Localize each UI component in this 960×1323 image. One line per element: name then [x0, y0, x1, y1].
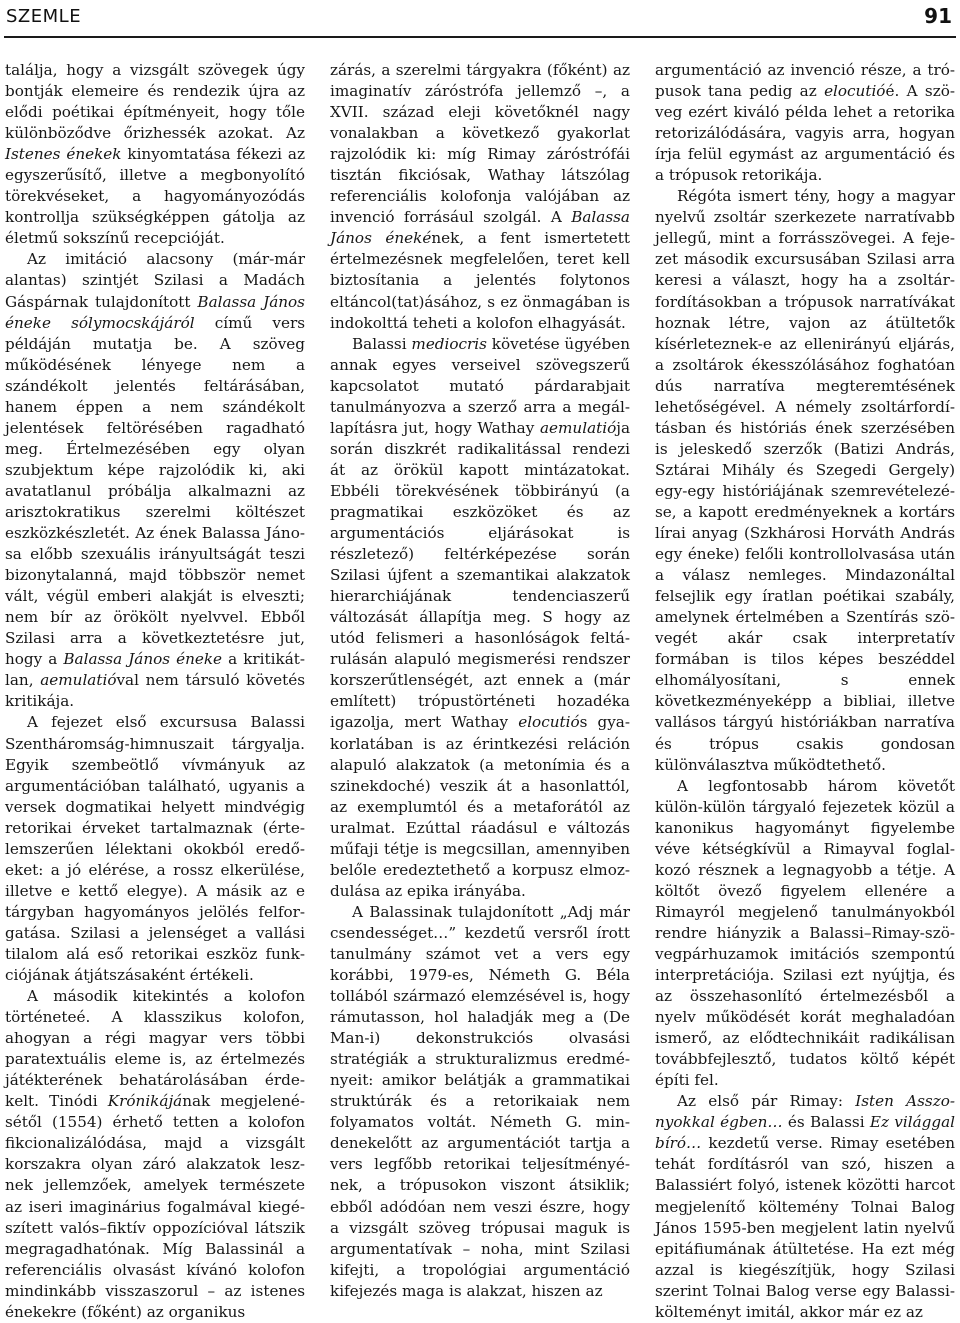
paragraph: [330, 60, 630, 334]
page-number: 91: [924, 4, 952, 28]
text-run: Az első pár Rimay:: [677, 1092, 856, 1111]
italic-run: mediocris: [411, 334, 487, 353]
text-run: zárás, a szerelmi tárgyakra (főként) az imaginatív záróstrófa jellemző –, a XVII. század eleji követőknél nagy vonalakban a következő gyakorlat rajzolódik ki: míg Rimay záróstrófái tisztán fikciósak, Wathay látszólag referenciális kolofonja valójában az invenció forrásául szolgál. A: [330, 61, 630, 227]
paragraph: [5, 60, 305, 249]
text-column-2: [330, 60, 631, 1300]
journal-title: SZEMLE: [6, 6, 82, 27]
text-run: ja során diszkrét radikalitással rendezi át az örökül kapott mintázatokat. Ebbéli törekvésének többirányú (a pragmatikai eszközöket és az argumentációs eljárásokat is részletező) feltérképezése során Szilasi újfent a szemantikai alakzatok hierarchiájának tendenciaszerű változását állapítja meg. S hogy az utód felismeri a hasonlóságok feltárulásán alapuló megismerési rendszer korszerűtlenségét, azt ennek a (már említett) trópustörténeti hozadéka igazolja, mert Wathay: [330, 418, 630, 732]
italic-run: Balassa János éneke sólymocskájáról: [5, 292, 305, 332]
italic-run: aemulatió: [539, 418, 617, 437]
text-run: kinyomtatása fékezi az egyszerűsítő, illetve a megbonyolító törekvéseket, a hagyományozódás kontrollja szükségképpen gátolja az életmű sokszínű recepcióját.: [5, 145, 305, 248]
text-run: A második kitekintés a kolofon történeteé. A klasszikus kolofon, ahogyan a régi magyar vers többi paratextuális eleme is, az értelmezés játékterének behatárolásában érdekelt. Tinódi: [5, 987, 305, 1111]
italic-run: elocutió: [518, 713, 580, 732]
text-run: kezdetű verse. Rimay esetében tehát fordításról van szó, hiszen a Balassiért folyó, istenek közötti harcot megjelenítő költemény Tolnai Balog János 1595-ben megjelent latin nyelvű epitáfiumának átültetése. Ha ezt még azzal is kiegészítjük, hogy Szilasi szerint Tolnai Balog verse egy Balassi-költeményt imitál, akkor már ez az: [655, 1134, 955, 1321]
text-run: A fejezet első excursusa Balassi Szentháromság-himnuszait tárgyalja. Egyik szembeötlő vívmányuk az argumentációban található, ugyanis a versek dogmatikai helyett mindvégig retorikai érveket tartalmaznak (értelemszerűen lélektani okokból eredőeket: a jó elérése, a rossz elkerülése, illetve e kettő elegye). A másik az e tárgyban hagyományos jelölés felforgatása. Szilasi a jelenséget a vallási tilalom alá eső retorikai eszköz funkciójának átjátszásaként értékeli.: [5, 713, 305, 985]
text-run: és Balassi: [782, 1113, 870, 1132]
paragraph: [330, 902, 630, 1302]
italic-run: Balassa János éneké: [330, 208, 630, 248]
italic-run: aemulatió: [40, 671, 117, 690]
paragraph: [655, 1091, 955, 1323]
italic-run: Isten Asszonyokkal égben…: [655, 1092, 955, 1132]
text-run: című vers példáján mutatja be. A szöveg működésének lényege nem a szándékolt jelentés feltárásában, hanem éppen a nem szándékolt jelentések feltörésében ragadható meg. Értelmezésében egy olyan szubjektum képe rajzolódik ki, aki avatatlanul próbálja alkalmazni az arisztokratikus szerelmi költészet eszközkészletét. Az ének Balassa Jánosa előbb szexuális irányultságát teszi bizonytalanná, majd többször nemet vált, végül emberi alakját is elveszti; nem bír az örökölt nyelvvel. Ebből Szilasi arra a következtetésre jut, hogy a: [5, 313, 305, 669]
paragraph: [5, 986, 305, 1323]
text-run: A Balassinak tulajdonított „Adj már csendességet…” kezdetű versről írott tanulmány számot vet a vers egy korábbi, 1979-es, Németh G. Béla tollából származó elemzésével is, hogy rámutasson, hol haladják meg a (De Man-i) dekonstrukciós olvasási stratégiák a strukturalizmus eredményeit: amikor belátják a grammatikai struktúrák és a retorikaiak nem folyamatos voltát. Németh G. mindenekelőtt az argumentációt tartja a vers legfőbb retorikai teljesítményének, a trópusokon viszont átsiklik; ebből adódóan nem veszi észre, hogy a vizsgált szöveg trópusai maguk is argumentatívak – noha, mint Szilasi kifejti, a tropológiai argumentáció kifejezés maga is alakzat, hiszen az: [330, 902, 630, 1300]
text-column-3: [655, 60, 956, 1321]
paragraph: [655, 186, 955, 775]
paragraph: [330, 334, 630, 902]
italic-run: Ez világgal bíró…: [655, 1113, 956, 1153]
text-run: val nem társuló követés kritikája.: [5, 671, 305, 711]
italic-run: Krónikájá: [107, 1092, 183, 1111]
paragraph: [5, 249, 305, 712]
page-header: [4, 0, 956, 38]
paragraph: [655, 776, 955, 1092]
text-run: Régóta ismert tény, hogy a magyar nyelvű zsoltár szerkezete narratívabb jellegű, mint a forrásszövegei. A fejezet második excursusában Szilasi arra keresi a választ, hogy ha a zsoltárfordításokban a trópusok narratívákat hoznak létre, vajon az átültetők kísérleteznek-e az ellenirányú eljárás, a zsoltárok ékesszólásához foghatóan dús narratíva megteremtésének lehetőségével. A némely zsoltárfordításban és históriás ének szerzésében is jeleskedő szerzők (Batizi András, Sztárai Mihály és Szegedi Gergely) egy-egy históriájának szemrevételezése, a kapott eredményeknek a kortárs lírai anyag (Szkhárosi Horváth András egy éneke) felőli kontrollolvasása után a válasz nemleges. Mindazonáltal felsejlik egy íratlan poétikai szabály, amelynek értelmében a Szentírás szövegét akár csak interpretatív formában is tilos képes beszéddel elhomályosítani, s ennek következményeképp a bibliai, illetve vallásos tárgyú históriákban narratíva és trópus csakis gondosan különválasztva működtethető.: [655, 187, 955, 774]
text-run: argumentáció az invenció része, a trópusok tana pedig az: [655, 61, 955, 101]
italic-run: Balassa János éneke: [63, 650, 223, 669]
text-run: Az imitáció alacsony (már-már alantas) szintjét Szilasi a Madách Gáspárnak tulajdonított: [5, 250, 305, 311]
text-run: találja, hogy a vizsgált szövegek úgy bontják elemeire és rendezik újra az elődi poétikai építményeit, hogy tőle különböződve őrizhessék azokat. Az: [5, 61, 305, 143]
text-run: a kritikátlan,: [5, 650, 305, 690]
text-run: é. A szöveg ezért kiváló példa lehet a retorika retorizálódására, vagyis arra, hogyan írja felül egymást az argumentáció és a trópusok retorikája.: [655, 82, 955, 185]
paragraph: [655, 60, 955, 186]
text-run: s gyakorlatában is az érintkezési reláción alapuló alakzatok (a metonímia és a szinekdoché) veszik át a hasonlattól, az exemplumtól és a metaforától az uralmat. Ezúttal ráadásul e változás műfaji tétje is megcsillan, amennyiben belőle eredeztethető a korpusz elmozdulása az epika irányába.: [330, 713, 631, 900]
text-run: követése ügyében annak egyes verseivel szövegszerű kapcsolatot mutató párdarabjait tanulmányozva a szerző arra a megállapításra jut, hogy Wathay: [330, 334, 630, 437]
text-run: Balassi: [352, 334, 412, 353]
text-run: nek, a fent ismertetett értelmezésnek megfelelően, teret kell biztosítania a jelentés folytonos eltáncol(tat)ásához, s ez önmagában is indokolttá teheti a kolofon elhagyását.: [330, 229, 631, 332]
paragraph: [5, 712, 305, 986]
italic-run: Istenes énekek: [5, 145, 122, 164]
text-column-1: [5, 60, 305, 1321]
text-run: A legfontosabb három követőt külön-külön tárgyaló fejezetek közül a kanonikus hagyományt figyelembe véve kétségkívül a Rimayval foglalkozó résznek a legnagyobb a tétje. A költőt övező figyelem ellenére a Rimayról megjelenő tanulmányokból rendre hiányzik a Balassi–Rimay-szövegpárhuzamok imitációs szempontú interpretációja. Szilasi ezt nyújtja, és az összehasonlító értelmezésből a nyelv működését korát meghaladóan ismerő, az elődtechnikáit radikálisan továbbfejlesztő, tudatos költő képét építi fel.: [655, 776, 955, 1090]
italic-run: elocutió: [824, 82, 886, 101]
text-run: nak megjelenésétől (1554) érhető tetten a kolofon fikcionalizálódása, majd a vizsgált korszakra olyan záró alakzatok lesznek jellemzőek, amelyek természete az iseri imaginárius fogalmával kiegészített valós–fiktív oppozícióval látszik megragadhatónak. Míg Balassinál a referenciális olvasást kívánó kolofon mindinkább visszaszorul – az istenes énekekre (főként) az organikus: [5, 1092, 305, 1321]
